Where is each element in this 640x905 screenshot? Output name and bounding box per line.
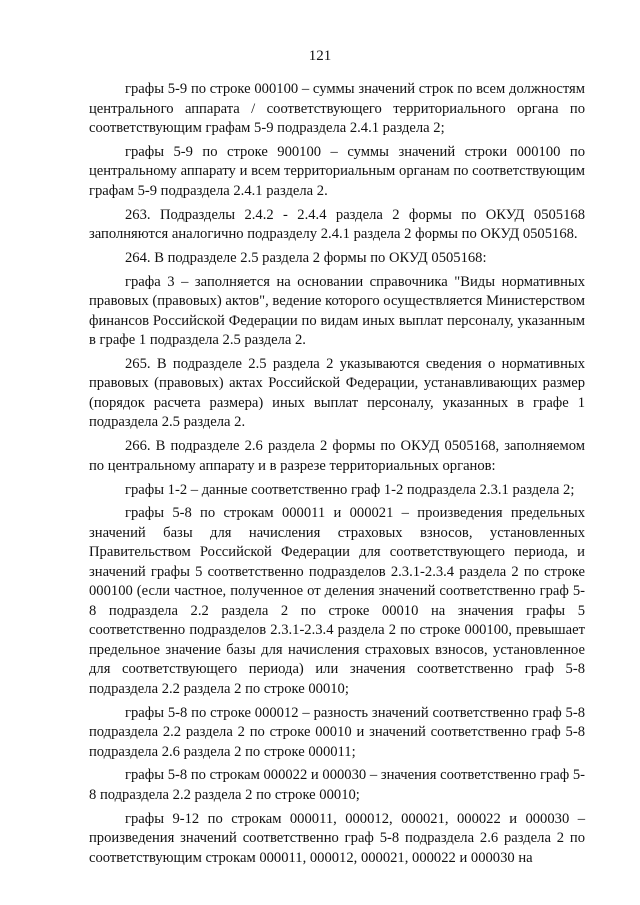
document-body [89, 80, 585, 873]
paragraph-graph-3: графа 3 – заполняется на основании справочника "Виды нормативных правовых (правовых) актов", ведение которого осуществляется Министерством финансов Российской Федерации по видам иных выплат персоналу, указанным в графе 1 подраздела 2.5 раздела 2. [89, 273, 585, 349]
paragraph-item-266: 266. В подразделе 2.6 раздела 2 формы по ОКУД 0505168, заполняемом по центральному аппарату и в разрезе территориальных органов: [89, 438, 585, 474]
paragraph-graphs-5-8-rows-000022-000030: графы 5-8 по строкам 000022 и 000030 – значения соответственно граф 5-8 подраздела 2.2 раздела 2 по строке 00010; [89, 767, 585, 803]
paragraph-graphs-5-8-rows-000011-000021: графы 5-8 по строкам 000011 и 000021 – произведения предельных значений базы для начисления страховых взносов, установленных Правительством Российской Федерации для соответствующего периода, и значений графы 5 соответственно подразделов 2.3.1-2.3.4 раздела 2 по строке 000100 (если частное, полученное от деления значений соответственно граф 5-8 подраздела 2.2 раздела 2 по строке 00010 на значения графы 5 соответственно подразделов 2.3.1-2.3.4 раздела 2 по строке 000100, превышает предельное значение базы для начисления страховых взносов, установленное для соответствующего периода) или значения соответственно граф 5-8 подраздела 2.2 раздела 2 по строке 00010; [89, 505, 585, 697]
page-number: 121 [308, 48, 332, 64]
paragraph-graphs-5-8-row-000012: графы 5-8 по строке 000012 – разность значений соответственно граф 5-8 подраздела 2.2 раздела 2 по строке 00010 и значений соответственно граф 5-8 подраздела 2.6 раздела 2 по строке 000011; [89, 704, 585, 760]
paragraph-graphs-5-9-row-900100: графы 5-9 по строке 900100 – суммы значений строки 000100 по центральному аппарату и всем территориальным органам по соответствующим графам 5-9 подраздела 2.4.1 раздела 2. [89, 143, 585, 199]
paragraph-graphs-5-9-row-000100: графы 5-9 по строке 000100 – суммы значений строк по всем должностям центрального аппарата / соответствующего территориального органа по соответствующим графам 5-9 подраздела 2.4.1 раздела 2; [89, 81, 585, 136]
paragraph-item-265: 265. В подразделе 2.5 раздела 2 указываются сведения о нормативных правовых (правовых) актах Российской Федерации, устанавливающих размер (порядок расчета размера) иных выплат персоналу, указанных в графе 1 подраздела 2.5 раздела 2. [89, 355, 585, 431]
paragraph-graphs-1-2: графы 1-2 – данные соответственно граф 1-2 подраздела 2.3.1 раздела 2; [125, 481, 575, 498]
paragraph-graphs-9-12: графы 9-12 по строкам 000011, 000012, 000021, 000022 и 000030 – произведения значений соответственно граф 5-8 подраздела 2.6 раздела 2 по соответствующим строкам 000011, 000012, 000021, 000022 и 000030 на [89, 810, 585, 866]
paragraph-item-264: 264. В подразделе 2.5 раздела 2 формы по ОКУД 0505168: [125, 249, 487, 266]
paragraph-item-263: 263. Подразделы 2.4.2 - 2.4.4 раздела 2 формы по ОКУД 0505168 заполняются аналогично подразделу 2.4.1 раздела 2 формы по ОКУД 0505168. [89, 206, 585, 243]
